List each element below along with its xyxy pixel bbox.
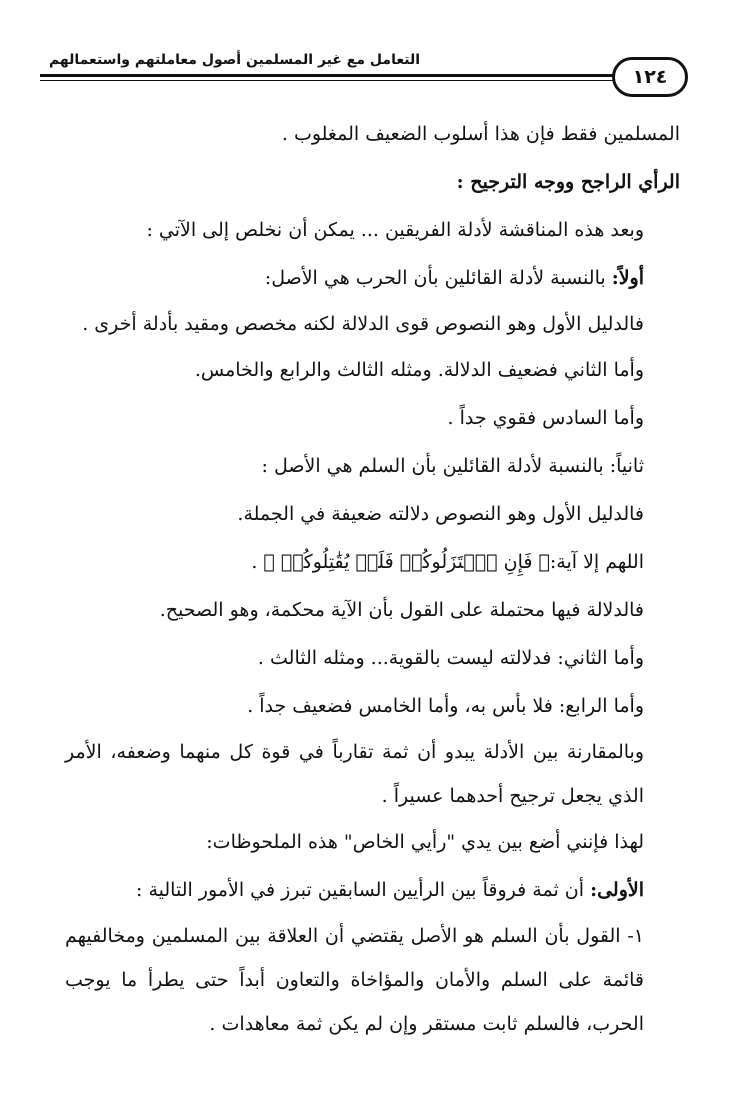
running-header-title: التعامل مع غير المسلمين أصول معاملتهم واستعمالهم: [48, 52, 420, 68]
paragraph: لهذا فإنني أضع بين يدي "رأيي الخاص" هذه الملحوظات:: [206, 831, 644, 853]
paragraph: المسلمين فقط فإن هذا أسلوب الضعيف المغلوب .: [281, 123, 680, 145]
paragraph: فالدليل الأول وهو النصوص دلالته ضعيفة في الجملة.: [237, 503, 644, 525]
paragraph: وبالمقارنة بين الأدلة يبدو أن ثمة تقارباً في قوة كل منهما وضعفه، الأمر الذي يجعل ترجيح أحدهما عسيراً .: [65, 741, 644, 807]
quran-verse-line: اللهم إلا آية:﴿ فَإِنِ ٱعۡتَزَلُوكُمۡ فَلَمۡ يُقَٰتِلُوكُمۡ ﴾ .: [251, 551, 644, 573]
point-lead: الأولى:: [590, 879, 644, 901]
header-rule-thin: [40, 80, 615, 81]
paragraph: فالدليل الأول وهو النصوص قوى الدلالة لكنه مخصص ومقيد بأدلة أخرى .: [82, 313, 644, 335]
paragraph: وأما الرابع: فلا بأس به، وأما الخامس فضعيف جداً .: [247, 695, 644, 717]
paragraph: [65, 866, 680, 914]
paragraph: وأما الثاني فضعيف الدلالة. ومثله الثالث والرابع والخامس.: [194, 359, 644, 381]
paragraph: وأما الثاني: فدلالته ليست بالقوية... ومثله الثالث .: [257, 647, 644, 669]
section-heading: الرأي الراجح ووجه الترجيح :: [456, 171, 680, 193]
paragraph: ثانياً: بالنسبة لأدلة القائلين بأن السلم هي الأصل :: [261, 455, 644, 477]
paragraph: وأما السادس فقوي جداً .: [447, 407, 644, 429]
header-rule-thick: [40, 74, 615, 77]
page-number-badge: ١٢٤: [612, 57, 688, 97]
point-text: بالنسبة لأدلة القائلين بأن الحرب هي الأصل:: [264, 267, 612, 289]
body-text: [65, 110, 680, 1046]
paragraph: وبعد هذه المناقشة لأدلة الفريقين ... يمكن أن نخلص إلى الآتي :: [146, 219, 644, 241]
paragraph: ١- القول بأن السلم هو الأصل يقتضي أن العلاقة بين المسلمين ومخالفيهم قائمة على السلم والأمان والمؤاخاة والتعاون أبداً حتى يطرأ ما يوجب الحرب، فالسلم ثابت مستقر وإن لم يكن ثمة معاهدات .: [65, 925, 644, 1035]
point-text: أن ثمة فروقاً بين الرأيين السابقين تبرز في الأمور التالية :: [136, 879, 591, 901]
paragraph: [65, 254, 680, 302]
point-lead: أولاً:: [611, 267, 644, 289]
paragraph: فالدلالة فيها محتملة على القول بأن الآية محكمة، وهو الصحيح.: [159, 599, 644, 621]
